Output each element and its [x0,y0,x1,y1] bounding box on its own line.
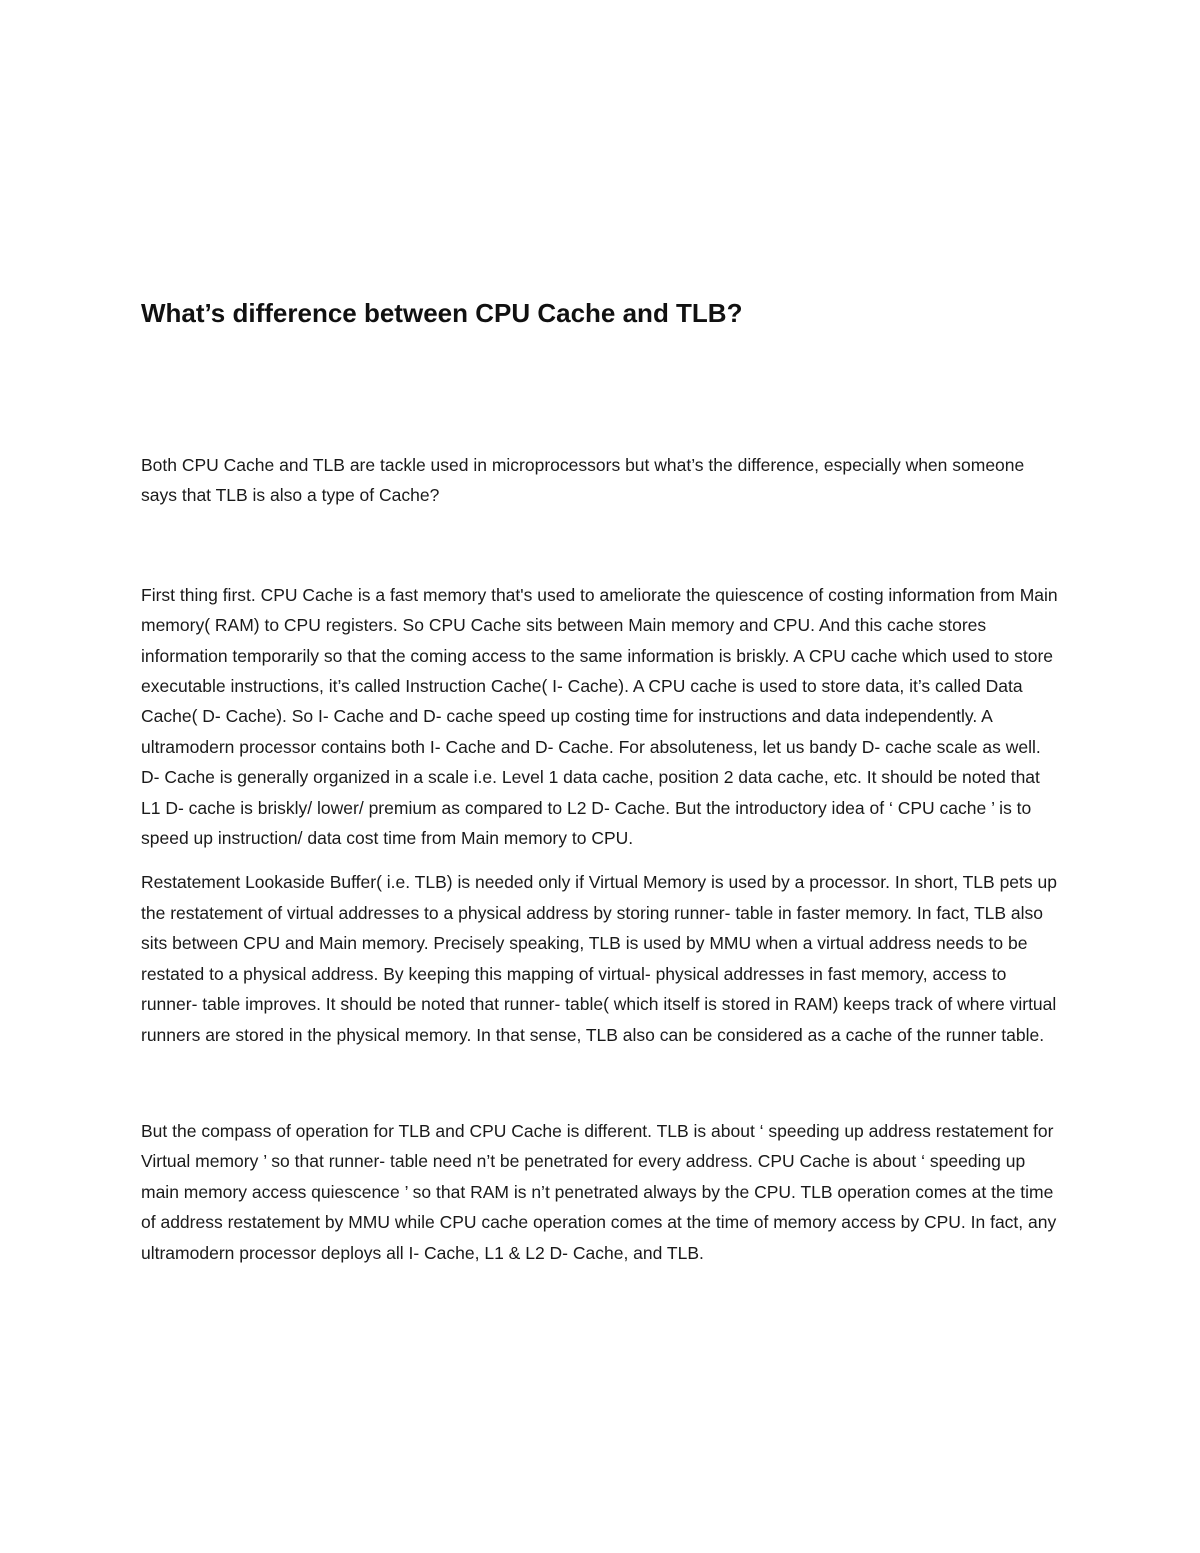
paragraph-cpu-cache: First thing first. CPU Cache is a fast memory that's used to ameliorate the quiescence of costing information from Main memory( RAM) to CPU registers. So CPU Cache sits between Main memory and CPU. And this cache stores information temporarily so that the coming access to the same information is briskly. A CPU cache which used to store executable instructions, it’s called Instruction Cache( I- Cache). A CPU cache is used to store data, it’s called Data Cache( D- Cache). So I- Cache and D- cache speed up costing time for instructions and data independently. A ultramodern processor contains both I- Cache and D- Cache. For absoluteness, let us bandy D- cache scale as well. D- Cache is generally organized in a scale i.e. Level 1 data cache, position 2 data cache, etc. It should be noted that L1 D- cache is briskly/ lower/ premium as compared to L2 D- Cache. But the introductory idea of ‘ CPU cache ’ is to speed up instruction/ data cost time from Main memory to CPU. [141,584,1058,849]
paragraph-intro: Both CPU Cache and TLB are tackle used in microprocessors but what’s the difference, especially when someone says that TLB is also a type of Cache? [141,455,1025,506]
document-title: What’s difference between CPU Cache and TLB? [141,298,743,328]
paragraph-comparison: But the compass of operation for TLB and CPU Cache is different. TLB is about ‘ speeding up address restatement for Virtual memory ’ so that runner- table need n’t be penetrated for every address. CPU Cache is about ‘ speeding up main memory access quiescence ’ so that RAM is n’t penetrated always by the CPU. TLB operation comes at the time of address restatement by MMU while CPU cache operation comes at the time of memory access by CPU. In fact, any ultramodern processor deploys all I- Cache, L1 & L2 D- Cache, and TLB. [141,1120,1057,1263]
paragraph-tlb: Restatement Lookaside Buffer( i.e. TLB) is needed only if Virtual Memory is used by a processor. In short, TLB pets up the restatement of virtual addresses to a physical address by storing runner- table in faster memory. In fact, TLB also sits between CPU and Main memory. Precisely speaking, TLB is used by MMU when a virtual address needs to be restated to a physical address. By keeping this mapping of virtual- physical addresses in fast memory, access to runner- table improves. It should be noted that runner- table( which itself is stored in RAM) keeps track of where virtual runners are stored in the physical memory. In that sense, TLB also can be considered as a cache of the runner table. [141,872,1057,1045]
document-body [141,296,1059,1268]
